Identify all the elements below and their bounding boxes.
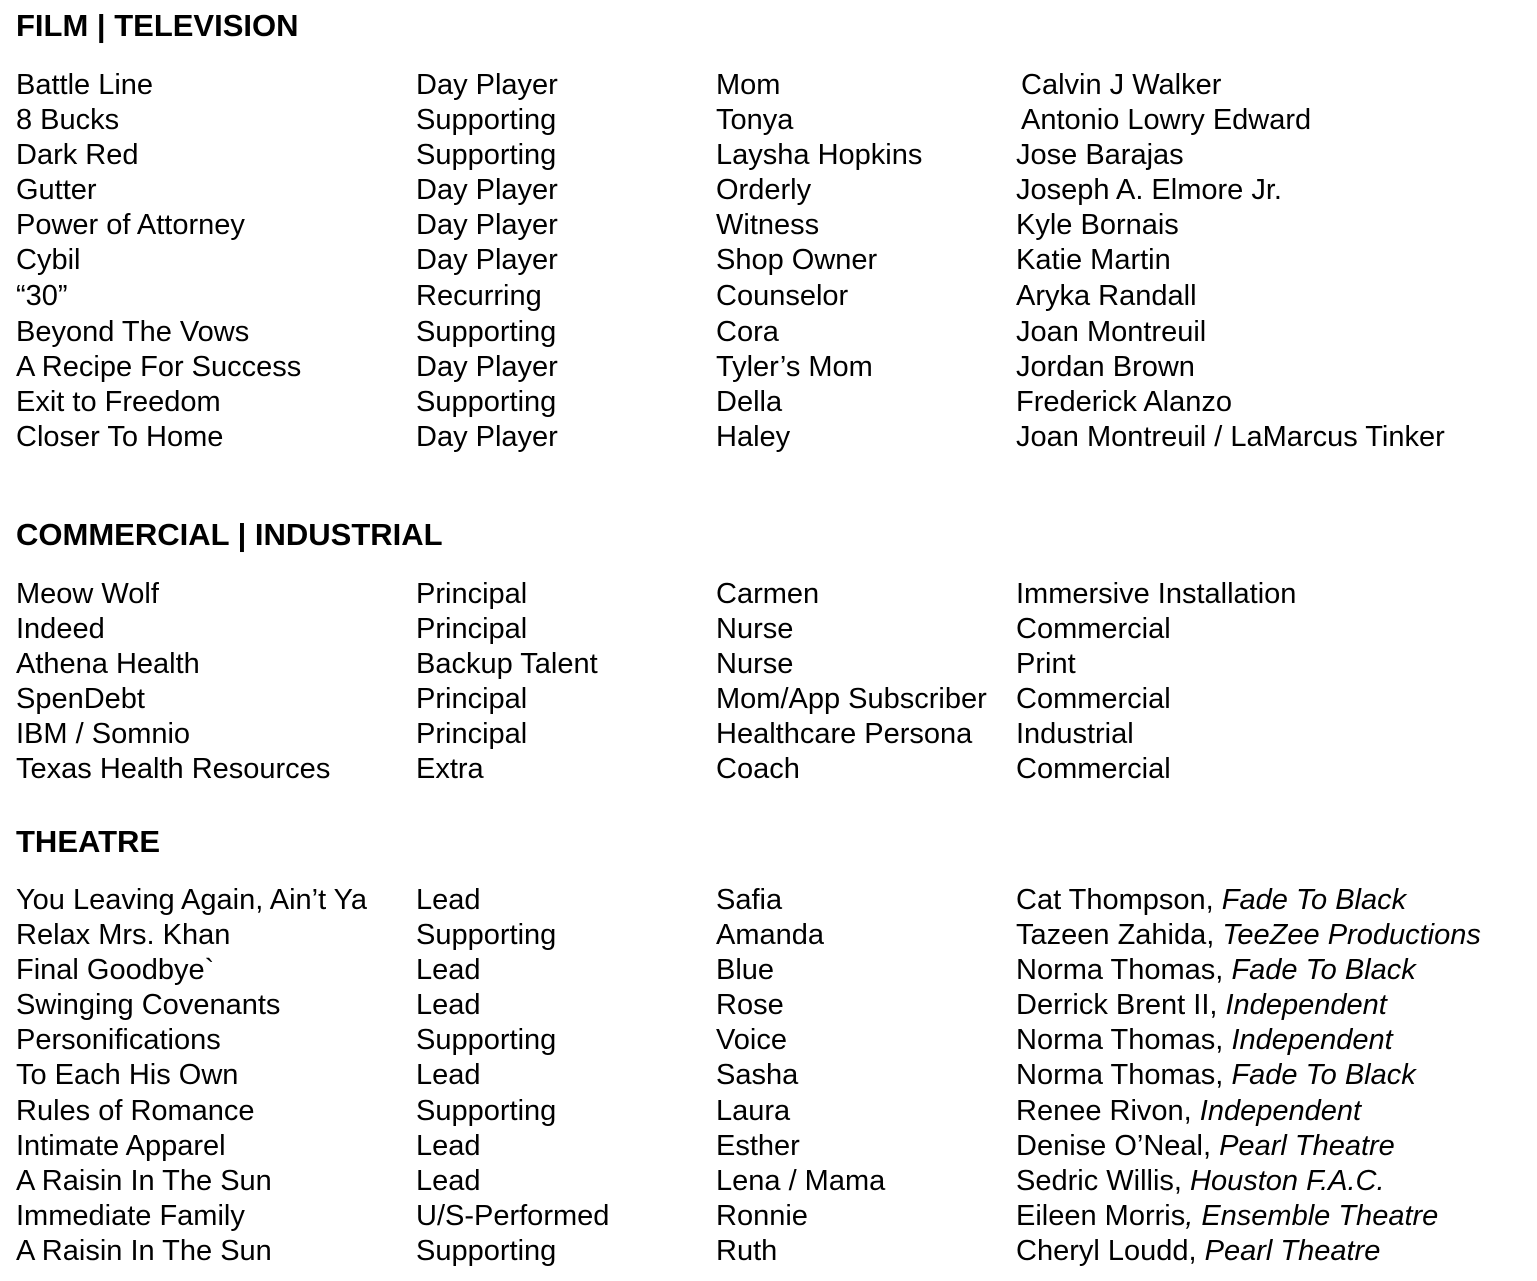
venue-name: Independent [1231,1024,1393,1056]
credit-row [16,988,1531,1023]
credit-row [16,752,1531,787]
credit-row [16,68,1531,103]
credit-row [16,1164,1531,1199]
production-title: Swinging Covenants [16,989,281,1021]
director-name: Calvin J Walker [1021,69,1222,101]
production-title: A Raisin In The Sun [16,1235,272,1267]
credit-row [16,208,1531,243]
venue-name: Fade To Black [1231,954,1416,986]
director-credit [1016,1164,1385,1199]
director-name: Kyle Bornais [1016,209,1179,241]
character-name: Della [716,386,783,418]
director-name: Aryka Randall [1016,280,1197,312]
role-type: Day Player [416,174,558,206]
venue-name: Houston F.A.C. [1190,1165,1385,1197]
production-title: Closer To Home [16,421,224,453]
director-name: Eileen Morris [1016,1200,1186,1232]
role-type: Lead [416,1130,481,1162]
character-name: Shop Owner [716,244,878,276]
production-title: Beyond The Vows [16,316,250,348]
director-name: Joan Montreuil / LaMarcus Tinker [1016,421,1445,453]
credit-row [16,138,1531,173]
role-type: Day Player [416,209,558,241]
job-category: Immersive Installation [1016,578,1297,610]
character-name: Blue [716,954,775,986]
credit-row [16,1129,1531,1164]
character-name: Esther [716,1130,800,1162]
character-name: Mom [716,69,781,101]
director-credit [1016,1094,1361,1129]
role-type: U/S-Performed [416,1200,610,1232]
job-category: Commercial [1016,613,1171,645]
venue-name: Independent [1225,989,1387,1021]
director-name: Renee Rivon, [1016,1095,1192,1127]
credit-row [16,103,1531,138]
role-type: Day Player [416,421,558,453]
director-credit [1016,918,1481,953]
director-name: Norma Thomas, [1016,954,1224,986]
production-title: Immediate Family [16,1200,245,1232]
director-name: Joan Montreuil [1016,316,1207,348]
production-title: 8 Bucks [16,104,120,136]
character-name: Healthcare Persona [716,718,973,750]
role-type: Recurring [416,280,542,312]
character-name: Safia [716,884,783,916]
venue-name: Independent [1199,1095,1362,1127]
credit-row [16,717,1531,752]
credit-row [16,953,1531,988]
role-type: Lead [416,954,481,986]
credit-row [16,612,1531,647]
character-name: Rose [716,989,784,1021]
credit-row [16,1094,1531,1129]
job-category: Industrial [1016,718,1134,750]
character-name: Tonya [716,104,794,136]
client-name: IBM / Somnio [16,718,191,750]
director-name: Derrick Brent II, [1016,989,1218,1021]
director-name: Antonio Lowry Edward [1021,104,1312,136]
role-type: Supporting [416,1235,557,1267]
client-name: Indeed [16,613,105,645]
role-type: Supporting [416,1095,557,1127]
role-type: Lead [416,884,481,916]
client-name: Meow Wolf [16,578,159,610]
production-title: Exit to Freedom [16,386,221,418]
production-title: You Leaving Again, Ain’t Ya [16,884,367,916]
director-name: Joseph A. Elmore Jr. [1016,174,1282,206]
credit-row [16,279,1531,314]
director-credit [1016,1023,1393,1058]
character-name: Coach [716,753,800,785]
section-heading-theatre: THEATRE [16,824,161,859]
director-name: Cat Thompson, [1016,884,1214,916]
venue-name: , Ensemble Theatre [1185,1200,1439,1232]
client-name: Texas Health Resources [16,753,331,785]
director-credit [1016,1199,1438,1234]
director-credit [1016,1129,1395,1164]
director-name: Norma Thomas, [1016,1059,1224,1091]
credit-row [16,350,1531,385]
production-title: To Each His Own [16,1059,239,1091]
client-name: SpenDebt [16,683,145,715]
venue-name: TeeZee Productions [1222,919,1481,951]
production-title: Rules of Romance [16,1095,255,1127]
role-type: Principal [416,578,528,610]
credit-row [16,918,1531,953]
role-type: Lead [416,1059,481,1091]
character-name: Voice [716,1024,787,1056]
role-type: Supporting [416,919,557,951]
director-name: Tazeen Zahida, [1016,919,1215,951]
production-title: Intimate Apparel [16,1130,226,1162]
director-name: Cheryl Loudd, [1016,1235,1197,1267]
character-name: Haley [716,421,791,453]
credit-row [16,577,1531,612]
character-name: Mom/App Subscriber [716,683,987,715]
section-heading-commercial-industrial: COMMERCIAL | INDUSTRIAL [16,517,443,552]
director-credit [1016,1058,1416,1093]
character-name: Laysha Hopkins [716,139,923,171]
production-title: Final Goodbye` [16,954,215,986]
director-credit [1016,883,1406,918]
venue-name: Fade To Black [1221,884,1407,916]
role-type: Supporting [416,1024,557,1056]
role-type: Supporting [416,139,557,171]
director-name: Jordan Brown [1016,351,1195,383]
credit-row [16,1234,1531,1269]
character-name: Counselor [716,280,849,312]
production-title: Personifications [16,1024,221,1056]
character-name: Tyler’s Mom [716,351,873,383]
role-type: Extra [416,753,484,785]
section-heading-film-television: FILM | TELEVISION [16,8,299,43]
role-type: Backup Talent [416,648,598,680]
credit-row [16,647,1531,682]
credit-row [16,243,1531,278]
character-name: Witness [716,209,820,241]
credit-row [16,315,1531,350]
role-type: Day Player [416,69,558,101]
role-type: Principal [416,613,528,645]
credit-row [16,1058,1531,1093]
credit-row [16,385,1531,420]
production-title: Gutter [16,174,97,206]
production-title: Power of Attorney [16,209,245,241]
credit-row [16,173,1531,208]
venue-name: Fade To Black [1231,1059,1416,1091]
production-title: Dark Red [16,139,139,171]
character-name: Ruth [716,1235,778,1267]
character-name: Amanda [716,919,825,951]
director-name: Katie Martin [1016,244,1171,276]
job-category: Commercial [1016,683,1171,715]
director-credit [1016,988,1387,1023]
role-type: Supporting [416,316,557,348]
credit-row [16,1199,1531,1234]
director-credit [1016,1234,1380,1269]
character-name: Nurse [716,613,794,645]
character-name: Lena / Mama [716,1165,886,1197]
production-title: A Raisin In The Sun [16,1165,272,1197]
role-type: Supporting [416,104,557,136]
role-type: Principal [416,718,528,750]
role-type: Lead [416,1165,481,1197]
production-title: A Recipe For Success [16,351,302,383]
character-name: Nurse [716,648,794,680]
credit-row [16,420,1531,455]
venue-name: Pearl Theatre [1219,1130,1395,1162]
character-name: Orderly [716,174,812,206]
job-category: Print [1016,648,1076,680]
character-name: Carmen [716,578,820,610]
credit-row [16,1023,1531,1058]
production-title: Cybil [16,244,81,276]
character-name: Sasha [716,1059,799,1091]
credit-row [16,883,1531,918]
role-type: Day Player [416,351,558,383]
director-name: Frederick Alanzo [1016,386,1232,418]
role-type: Lead [416,989,481,1021]
production-title: “30” [16,280,68,312]
director-name: Jose Barajas [1016,139,1184,171]
director-name: Sedric Willis, [1016,1165,1182,1197]
role-type: Supporting [416,386,557,418]
character-name: Ronnie [716,1200,808,1232]
production-title: Battle Line [16,69,154,101]
job-category: Commercial [1016,753,1171,785]
director-name: Denise O’Neal, [1016,1130,1212,1162]
director-credit [1016,953,1416,988]
role-type: Day Player [416,244,558,276]
credit-row [16,682,1531,717]
venue-name: Pearl Theatre [1204,1235,1381,1267]
character-name: Cora [716,316,779,348]
production-title: Relax Mrs. Khan [16,919,231,951]
role-type: Principal [416,683,528,715]
director-name: Norma Thomas, [1016,1024,1224,1056]
character-name: Laura [716,1095,791,1127]
client-name: Athena Health [16,648,200,680]
